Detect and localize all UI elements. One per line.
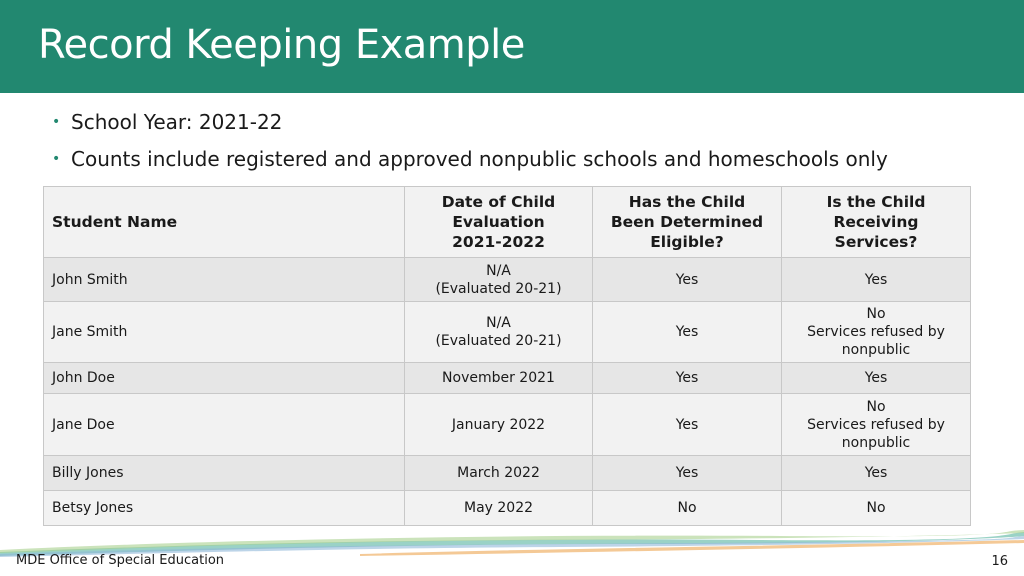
- cell-evaluation: May 2022: [405, 491, 593, 526]
- bullet-text: School Year: 2021-22: [71, 110, 283, 134]
- cell-evaluation: January 2022: [405, 394, 593, 456]
- cell-services: No Services refused by nonpublic: [782, 394, 971, 456]
- cell-student-name: John Doe: [44, 363, 405, 394]
- header-evaluation-date: Date of Child Evaluation 2021-2022: [405, 187, 593, 258]
- slide-header: [0, 0, 1024, 93]
- bullet-dot-icon: •: [52, 114, 61, 130]
- table-row: [44, 363, 971, 394]
- cell-student-name: John Smith: [44, 258, 405, 302]
- records-table: [43, 186, 971, 526]
- bullet-text: Counts include registered and approved nonpublic schools and homeschools only: [71, 147, 888, 171]
- header-services: Is the Child Receiving Services?: [782, 187, 971, 258]
- cell-eligible: Yes: [593, 394, 782, 456]
- cell-evaluation: November 2021: [405, 363, 593, 394]
- cell-evaluation: N/A (Evaluated 20-21): [405, 302, 593, 363]
- cell-services: Yes: [782, 363, 971, 394]
- table-row: [44, 258, 971, 302]
- footer-organization: MDE Office of Special Education: [16, 553, 225, 568]
- cell-student-name: Billy Jones: [44, 456, 405, 491]
- table-header-row: [44, 187, 971, 258]
- cell-evaluation: March 2022: [405, 456, 593, 491]
- bullet-item-counts: [52, 145, 1012, 173]
- cell-eligible: Yes: [593, 363, 782, 394]
- cell-eligible: No: [593, 491, 782, 526]
- table-row: [44, 456, 971, 491]
- bullet-list: [52, 108, 1012, 182]
- cell-evaluation: N/A (Evaluated 20-21): [405, 258, 593, 302]
- header-student-name: Student Name: [44, 187, 405, 258]
- table-row: [44, 394, 971, 456]
- cell-student-name: Betsy Jones: [44, 491, 405, 526]
- cell-student-name: Jane Doe: [44, 394, 405, 456]
- header-eligible: Has the Child Been Determined Eligible?: [593, 187, 782, 258]
- bullet-item-school-year: [52, 108, 1012, 136]
- cell-eligible: Yes: [593, 302, 782, 363]
- slide-title: Record Keeping Example: [38, 22, 525, 68]
- cell-services: Yes: [782, 456, 971, 491]
- cell-eligible: Yes: [593, 456, 782, 491]
- bullet-dot-icon: •: [52, 151, 61, 167]
- table-row: [44, 491, 971, 526]
- page-number: 16: [991, 554, 1008, 569]
- cell-services: No: [782, 491, 971, 526]
- cell-eligible: Yes: [593, 258, 782, 302]
- table-row: [44, 302, 971, 363]
- cell-services: Yes: [782, 258, 971, 302]
- cell-services: No Services refused by nonpublic: [782, 302, 971, 363]
- cell-student-name: Jane Smith: [44, 302, 405, 363]
